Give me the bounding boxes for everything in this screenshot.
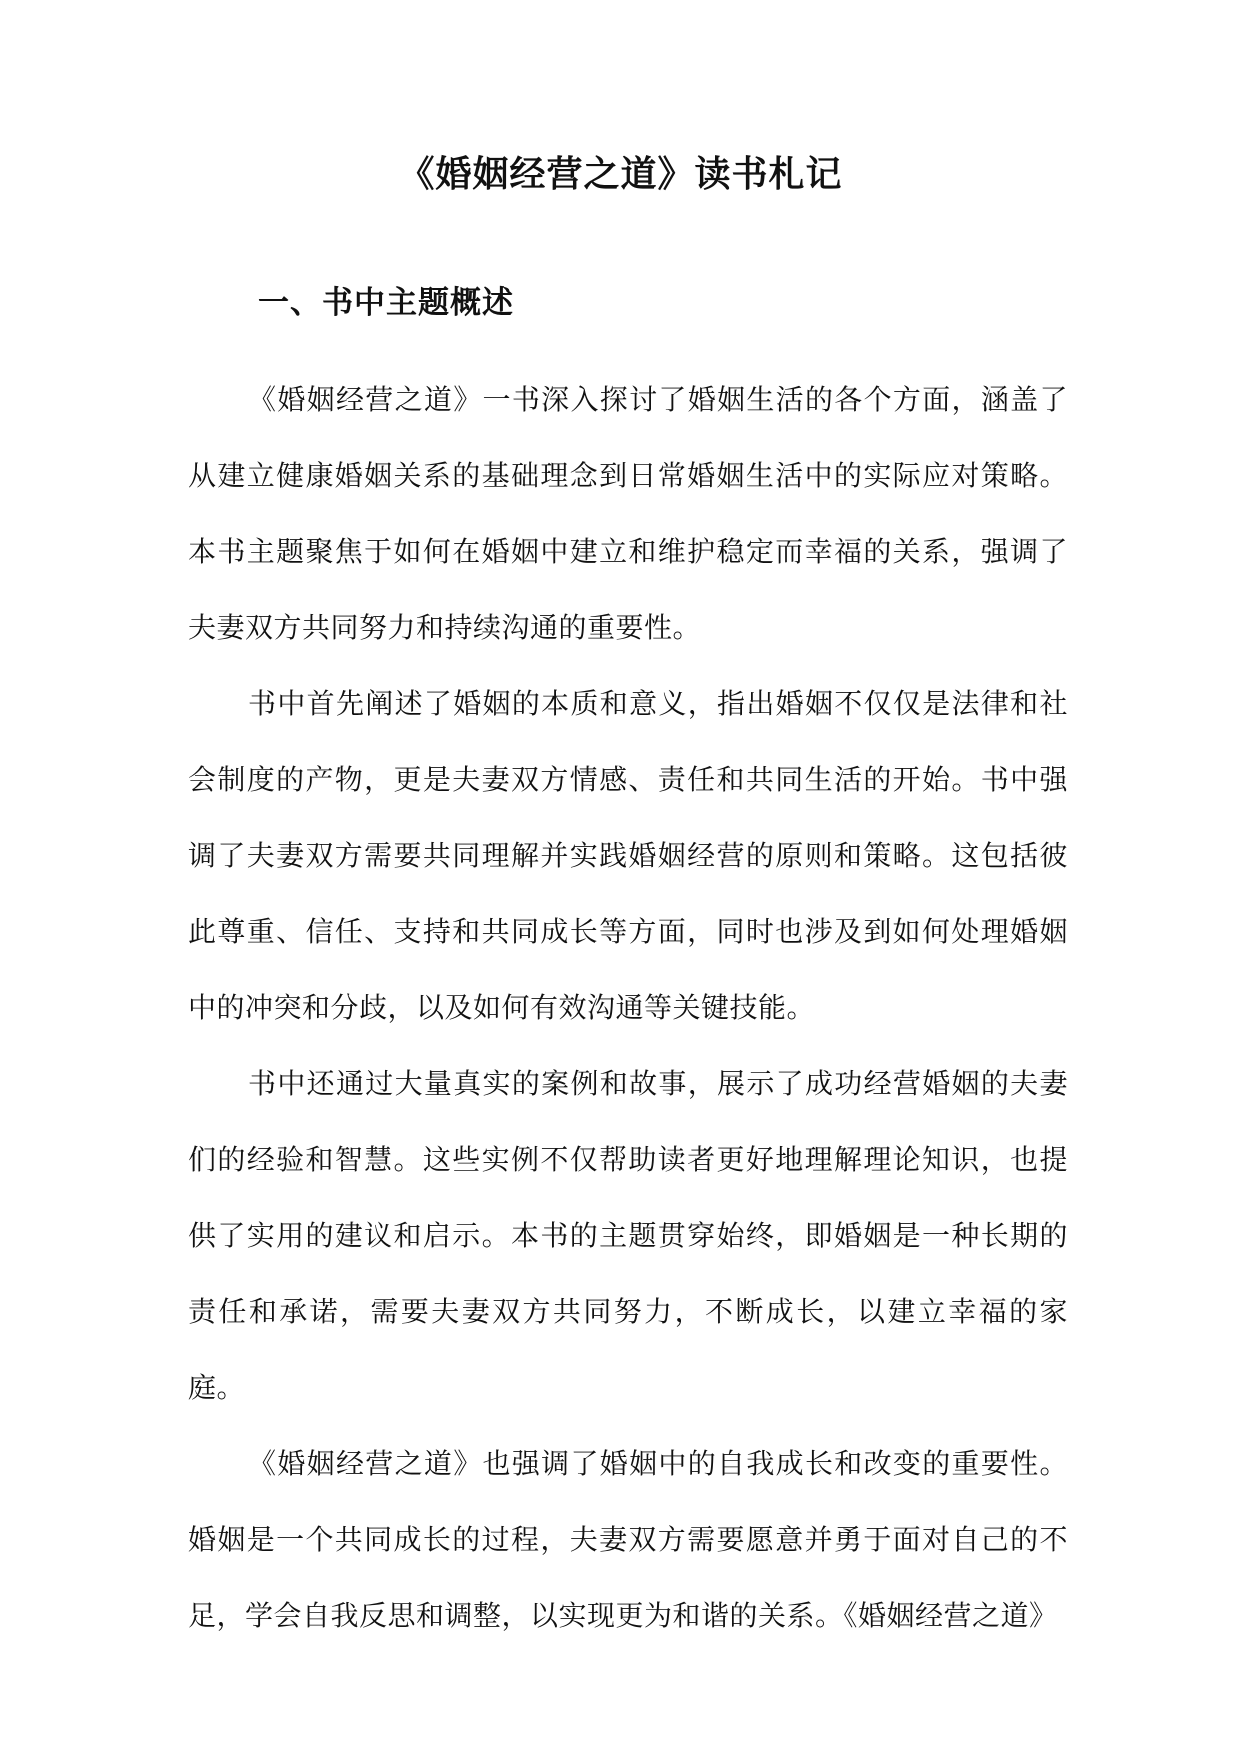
paragraph: 书中首先阐述了婚姻的本质和意义，指出婚姻不仅仅是法律和社会制度的产物，更是夫妻双方情感、责任和共同生活的开始。书中强调了夫妻双方需要共同理解并实践婚姻经营的原则和策略。这包括彼此尊重、信任、支持和共同成长等方面，同时也涉及到如何处理婚姻中的冲突和分歧，以及如何有效沟通等关键技能。 <box>188 687 1068 1024</box>
paragraph: 《婚姻经营之道》一书深入探讨了婚姻生活的各个方面，涵盖了从建立健康婚姻关系的基础理念到日常婚姻生活中的实际应对策略。本书主题聚焦于如何在婚姻中建立和维护稳定而幸福的关系，强调了夫妻双方共同努力和持续沟通的重要性。 <box>188 383 1068 644</box>
document-title: 《婚姻经营之道》读书札记 <box>398 153 843 195</box>
section-heading: 一、书中主题概述 <box>258 285 514 321</box>
body-text <box>188 362 1068 1654</box>
paragraph: 书中还通过大量真实的案例和故事，展示了成功经营婚姻的夫妻们的经验和智慧。这些实例不仅帮助读者更好地理解理论知识，也提供了实用的建议和启示。本书的主题贯穿始终，即婚姻是一种长期的责任和承诺，需要夫妻双方共同努力，不断成长，以建立幸福的家庭。 <box>188 1067 1068 1404</box>
paragraph: 《婚姻经营之道》也强调了婚姻中的自我成长和改变的重要性。婚姻是一个共同成长的过程，夫妻双方需要愿意并勇于面对自己的不足，学会自我反思和调整，以实现更为和谐的关系。《婚姻经营之道》 <box>188 1447 1068 1632</box>
